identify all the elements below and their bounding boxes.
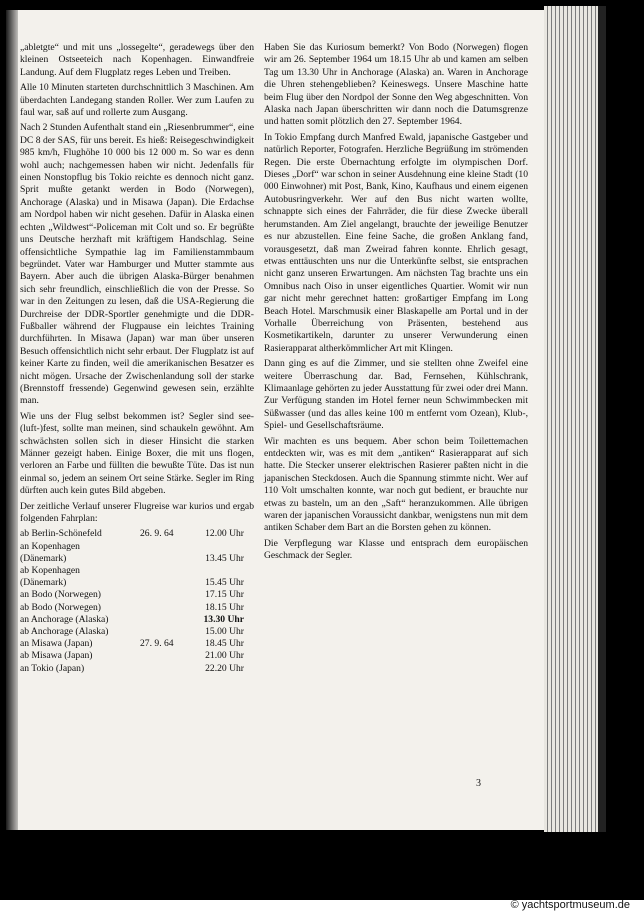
- paragraph: Haben Sie das Kuriosum bemerkt? Von Bodo (Norwegen) flogen wir am 26. September 1964 um 18.15 Uhr ab und kamen am selben Tag um 13.30 Uhr in Anchorage (Alaska) an. Waren in Anchorage die Uhren stehengeblieben? Keineswegs. Unsere Maschine hatte beim Flug über den Nordpol der Sonne den Weg abgeschnitten. Von Alaska nach Japan überschritten wir dann noch die Datumsgrenze und hatten somit plötzlich den 27. September 1964.: [264, 42, 528, 128]
- paragraph: Wie uns der Flug selbst bekommen ist? Segler sind see-(luft-)fest, sollte man meinen, sind schaukeln gewöhnt. Am schwächsten sollen sich in dieser Hinsicht die starken Männer gezeigt haben. Einige Boxer, die mit uns flogen, verloren an Farbe und füllten die bewußte Tüte. Das ist nun einmal so, jedem an seinem Ort seine Stärke. Segler im Ring dürften auch kein gutes Bild abgeben.: [20, 410, 254, 497]
- schedule-time: 22.20 Uhr: [205, 662, 244, 674]
- schedule-date: [140, 565, 188, 577]
- schedule-row: [20, 565, 254, 577]
- schedule-time: [188, 565, 244, 577]
- schedule-date: [140, 577, 188, 589]
- schedule-time: 13.45 Uhr: [205, 552, 244, 564]
- schedule-row: [20, 663, 254, 675]
- schedule-date: 27. 9. 64: [140, 638, 174, 650]
- schedule-place: (Dänemark): [20, 552, 67, 564]
- book-page-edges: [544, 6, 606, 832]
- schedule-row: [20, 602, 254, 614]
- schedule-date: [140, 589, 188, 601]
- paragraph: Der zeitliche Verlauf unserer Flugreise war kurios und ergab folgenden Fahrplan:: [20, 500, 254, 525]
- schedule-place: an Anchorage (Alaska): [20, 613, 109, 625]
- schedule-place: ab Misawa (Japan): [20, 650, 93, 662]
- schedule-date: 26. 9. 64: [140, 528, 174, 540]
- schedule-row: [20, 614, 254, 626]
- schedule-date: [140, 602, 188, 614]
- schedule-time: 12.00 Uhr: [205, 528, 244, 540]
- left-column: [20, 42, 254, 675]
- paragraph: Nach 2 Stunden Aufenthalt stand ein „Riesenbrummer“, eine DC 8 der SAS, für uns bereit. Es hieß: Reisegeschwindigkeit 985 km/h, Flughöhe 10 000 bis 12 000 m. So war es denn wohl auch; nachgemessen haben wir nicht. Jedenfalls für einen Nonstopflug bis Tokio reichte es dennoch nicht ganz. Sprit mußte getankt werden in Bodo (Norwegen), Anchorage (Alaska) und in Misawa (Japan). Die Erdachse am Nordpol haben wir nicht gesehen. Dafür in Alaska einen echten „Wildwest“-Policeman mit Colt und so. Er begrüßte uns Deutsche herzhaft mit kräftigem Handschlag. Seine offensichtliche Sympathie lag im Familienstammbaum begründet. Vater war Hamburger und Mutter stammte aus Bayern. Aber auch die übrigen Alaska-Bürger benahmen sich sehr freundlich, einschließlich die von der Presse. So war in den Zeitungen zu lesen, daß die USA-Regierung die Durchreise der DDR-Sportler genehmigte und die DDR-Fußballer während der Flugpause ein leichtes Training durchführten. In Misawa (Japan) war man über unseren Besuch offensichtlich nicht sehr erbaut. Der Flugplatz ist auf keiner Karte zu finden, weil die amerikanischen Besatzer es nicht mögen. Ursache der Zwischenlandung soll der starke (Brennstoff fressende) Gegenwind gewesen sein, erzählte man.: [20, 122, 254, 407]
- schedule-date: [140, 541, 188, 553]
- schedule-time: 15.00 Uhr: [205, 626, 244, 638]
- schedule-row: [20, 553, 254, 565]
- schedule-date: [140, 626, 188, 638]
- schedule-place: an Kopenhagen: [20, 540, 80, 552]
- schedule-place: an Tokio (Japan): [20, 662, 85, 674]
- schedule-date: [140, 553, 188, 565]
- schedule-row: [20, 638, 254, 650]
- paragraph: Alle 10 Minuten starteten durchschnittlich 3 Maschinen. Am überdachten Landegang standen Roller. Wer zum Laufen zu faul war, saß auf und rollerte zum Ausgang.: [20, 82, 254, 119]
- schedule-place: an Misawa (Japan): [20, 638, 93, 650]
- schedule-row: [20, 528, 254, 540]
- gutter-shadow: [6, 10, 18, 830]
- schedule-time: 15.45 Uhr: [205, 577, 244, 589]
- book-edge-shadow: [598, 6, 606, 832]
- schedule-time: 18.15 Uhr: [205, 601, 244, 613]
- schedule-time: 18.45 Uhr: [205, 638, 244, 650]
- schedule-place: an Bodo (Norwegen): [20, 589, 101, 601]
- schedule-place: (Dänemark): [20, 577, 67, 589]
- paragraph: Wir machten es uns bequem. Aber schon beim Toilettemachen entdeckten wir, was es mit dem „antiken“ Rasierapparat auf sich hatte. Die Stecker unserer elektrischen Rasierer paßten nicht in die japanischen Steckdosen. Auch die Spannung stimmte nicht. Wer auf 110 Volt umschalten konnte, war noch gut bedient, er brauchte nur etwas zu basteln, um an den „Saft“ heranzukommen. Alle übrigen waren der japanischen Voraussicht dankbar, wenigstens nun mit dem antiken Schaber dem Bart an die Borsten gehen zu können.: [264, 435, 528, 534]
- schedule-date: [140, 614, 188, 626]
- schedule-row: [20, 577, 254, 589]
- schedule-date: [140, 663, 188, 675]
- schedule-place: ab Anchorage (Alaska): [20, 626, 109, 638]
- schedule-place: ab Kopenhagen: [20, 565, 80, 577]
- schedule-time: [188, 541, 244, 553]
- paragraph: „abletgte“ und mit uns „lossegelte“, geradewegs über den kleinen Ostseeteich nach Kopenhagen. Einwandfreie Landung. Auf dem Flugplatz reges Leben und Treiben.: [20, 42, 254, 78]
- copyright-notice: © yachtsportmuseum.de: [510, 899, 630, 911]
- book-page: [6, 10, 544, 830]
- schedule-time: 21.00 Uhr: [205, 650, 244, 662]
- schedule-time: 13.30 Uhr: [203, 613, 244, 625]
- schedule-place: ab Bodo (Norwegen): [20, 601, 101, 613]
- schedule-row: [20, 650, 254, 662]
- schedule-row: [20, 541, 254, 553]
- paragraph: In Tokio Empfang durch Manfred Ewald, japanische Gastgeber und natürlich Reporter, Fotografen. Herzliche Begrüßung im strömenden Regen. Die erste Übernachtung erfolgte im olympischen Dorf. Dieses „Dorf“ war schon in seiner Ausdehnung eine kleine Stadt (10 000 Einwohner) mit Post, Bank, Kino, Kaufhaus und einem eigenen Autobusringverkehr. Wer auf den Bus nicht warten wollte, schnappte sich eines der Fahrräder, die für diese Zwecke überall herumstanden. Am Ziel angelangt, brauchte der jeweilige Benutzer es nur abzustellen. Eine feine Sache, die großen Anklang fand, vorausgesetzt, daß man Zweirad fahren konnte. Ehrlich gesagt, etwas enttäuschten uns nur die Unterkünfte selbst, sie entsprachen nicht ganz unseren Erwartungen. Am nächsten Tag brachte uns ein Omnibus nach Oiso in unser eigentliches Quartier. Womit wir nun gar nicht mehr gerechnet hatten: großartiger Empfang im Long Beach Hotel. Marschmusik einer Blaskapelle am Portal und in der Vorhalle Überreichung von Präsenten, bestehend aus Kosmetikartikeln, darunter zu unserer Verwunderung einen Rasierapparat altherkömmlicher Art mit Klingen.: [264, 131, 528, 354]
- page-number: 3: [476, 778, 481, 789]
- schedule-time: 17.15 Uhr: [205, 589, 244, 601]
- paragraph: Dann ging es auf die Zimmer, und sie stellten ohne Zweifel eine weitere Überraschung dar. Bad, Fernsehen, Kühlschrank, Klimaanlage gehörten zu jeder Ausstattung für zwei oder drei Mann. Zur Verfügung standen im Hotel ferner neun Schwimmbecken mit Süßwasser (und das alles keine 100 m entfernt vom Ozean), Klub-, Spiel- und Gesellschaftsräume.: [264, 358, 528, 432]
- schedule-row: [20, 626, 254, 638]
- schedule-row: [20, 589, 254, 601]
- schedule-place: ab Berlin-Schönefeld: [20, 528, 102, 540]
- flight-schedule: [20, 528, 254, 674]
- right-column: [264, 42, 528, 566]
- paragraph: Die Verpflegung war Klasse und entsprach dem europäischen Geschmack der Segler.: [264, 537, 528, 562]
- schedule-date: [140, 650, 188, 662]
